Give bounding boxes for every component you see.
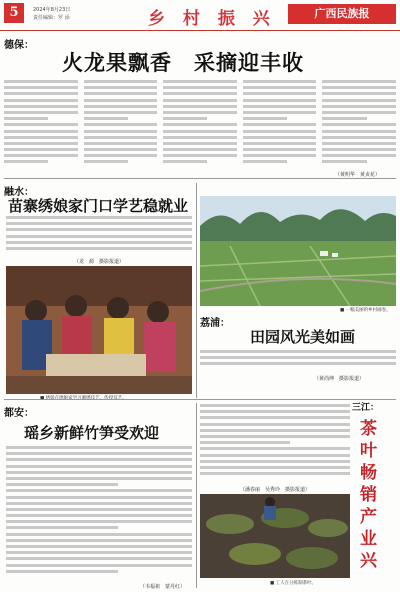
text-line [6,471,192,474]
text-line [4,99,78,102]
text-line [6,489,192,492]
text-line [6,496,192,499]
article2-headline: 苗寨绣娘家门口学艺稳就业 [8,197,189,215]
article3-photo [200,196,396,306]
text-line [200,350,396,353]
text-line [4,123,78,126]
article1-place: 德保： [4,40,34,51]
text-line [4,142,78,145]
text-line [84,92,158,95]
text-line [243,123,317,126]
text-line [4,105,78,108]
text-column [4,80,78,172]
page-number-badge: 5 [4,3,24,23]
text-line [4,111,78,114]
text-line [6,520,192,523]
editor-credit: 责任编辑：罗 添 [33,15,70,21]
text-line [163,92,237,95]
article5-body [200,404,350,484]
text-line [6,216,192,219]
text-line [200,460,350,463]
article3-caption: ■ 一幅美丽的乡村画卷。 [340,308,391,313]
tea-sorting-photo [200,494,350,578]
text-line [163,99,237,102]
text-line [6,557,192,560]
text-line [243,99,317,102]
article4-byline: （韦福祖 蒙丹红） [140,584,186,590]
text-line [163,154,237,157]
text-line [163,142,237,145]
text-line [84,99,158,102]
text-line [243,92,317,95]
article4-body [6,446,192,582]
text-line [84,160,128,163]
article5-headline: 茶叶畅销产业兴 [360,419,377,571]
text-line [322,117,366,120]
text-line [6,247,192,250]
text-line [322,99,396,102]
text-line [200,416,350,419]
text-line [243,136,317,139]
text-line [200,441,290,444]
text-line [6,241,192,244]
text-line [200,454,350,457]
text-line [200,447,350,450]
text-line [322,80,396,83]
text-line [243,160,287,163]
article4-place: 都安： [4,408,34,419]
issue-date: 2024年8月23日 [33,7,71,13]
divider [4,399,396,400]
text-line [243,130,317,133]
divider [4,178,396,179]
text-line [4,154,78,157]
text-line [4,92,78,95]
text-line [6,545,192,548]
divider [196,403,197,588]
text-line [6,235,192,238]
article5-byline: （潘春丽 吴秀玲 摄影报道） [240,487,311,493]
text-line [4,130,78,133]
text-line [163,86,237,89]
text-line [163,117,207,120]
article1-byline: （黄明华 黄贞花） [335,172,381,178]
text-line [200,404,350,407]
article3-byline: （黄尚坤 摄影报道） [314,376,365,382]
text-line [322,86,396,89]
text-line [200,362,396,365]
section-title: 乡 村 振 兴 [148,9,276,29]
text-line [243,111,317,114]
text-line [6,564,192,567]
text-line [84,123,158,126]
article1-headline: 火龙果飘香 采摘迎丰收 [62,51,304,75]
text-line [84,80,158,83]
text-line [200,429,350,432]
text-line [200,435,350,438]
text-line [6,477,192,480]
farmland-photo [200,196,396,306]
text-line [163,160,207,163]
text-line [84,111,158,114]
article2-byline: （龙 源 摄影报道） [74,259,125,265]
text-line [4,80,78,83]
text-line [84,142,158,145]
text-line [322,154,396,157]
text-line [84,148,158,151]
text-line [84,130,158,133]
text-column [84,80,158,172]
text-line [6,222,192,225]
article5-caption: ■ 工人在分拣制茶叶。 [270,581,317,586]
text-line [200,423,350,426]
article3-place: 荔浦： [200,318,230,329]
text-line [6,551,192,554]
divider [196,183,197,398]
text-line [163,111,237,114]
article4-headline: 瑶乡新鲜竹笋受欢迎 [24,424,160,442]
text-line [163,105,237,108]
text-line [243,148,317,151]
text-line [6,526,118,529]
text-line [243,154,317,157]
text-line [243,117,287,120]
text-line [6,452,192,455]
article2-place: 融水： [4,187,34,198]
text-line [6,465,192,468]
text-line [243,142,317,145]
text-line [6,533,192,536]
text-line [4,136,78,139]
text-line [6,458,192,461]
text-line [6,514,192,517]
text-line [4,117,48,120]
text-line [6,570,118,573]
text-line [163,80,237,83]
text-line [6,483,118,486]
article5-place: 三江： [352,403,380,413]
text-column [243,80,317,172]
text-line [163,130,237,133]
text-line [6,446,192,449]
text-line [243,86,317,89]
text-line [6,228,192,231]
embroidery-photo [6,266,192,394]
text-line [163,123,237,126]
text-line [4,148,78,151]
text-line [84,86,158,89]
article2-caption [40,395,127,401]
text-line [163,136,237,139]
article3-headline: 田园风光美如画 [250,328,356,346]
text-line [200,466,350,469]
text-line [163,148,237,151]
text-line [322,123,396,126]
text-line [200,472,350,475]
text-line [322,142,396,145]
text-line [322,160,366,163]
article2-body [6,216,192,258]
text-line [322,105,396,108]
text-line [322,92,396,95]
article3-body [200,350,396,374]
page-header [0,0,400,31]
text-line [200,410,350,413]
text-line [322,130,396,133]
text-line [322,148,396,151]
article1-body [4,80,396,172]
article2-photo [6,266,192,394]
text-line [6,539,192,542]
text-line [4,160,48,163]
text-column [322,80,396,172]
text-line [84,105,158,108]
text-line [84,117,128,120]
text-line [84,136,158,139]
newspaper-brand: 广西民族报 [288,4,396,24]
text-line [200,356,396,359]
text-line [6,508,192,511]
text-line [322,111,396,114]
text-line [322,136,396,139]
text-line [6,502,192,505]
text-line [4,86,78,89]
text-column [163,80,237,172]
article5-photo [200,494,350,578]
text-line [243,80,317,83]
text-line [243,105,317,108]
text-line [84,154,158,157]
